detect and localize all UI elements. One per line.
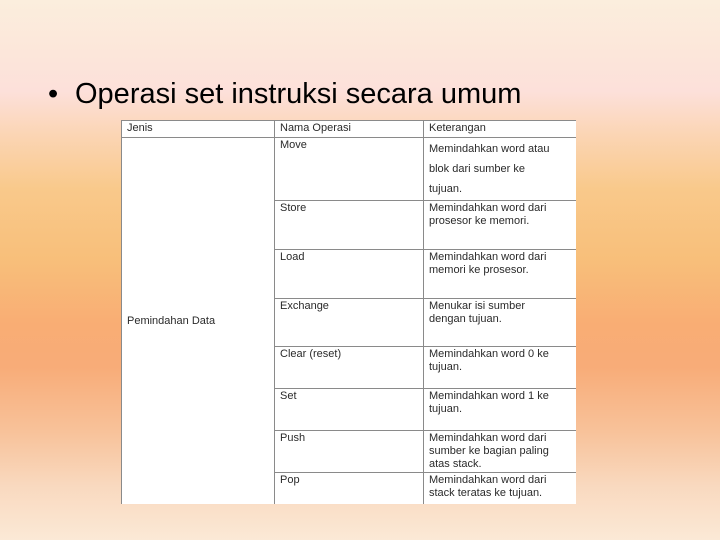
description-line: Memindahkan word dari — [429, 432, 547, 444]
operation-name: Push — [275, 431, 424, 473]
operation-description — [424, 201, 577, 250]
description-line: dengan tujuan. — [429, 313, 502, 325]
operation-description — [424, 250, 577, 299]
description-line: Memindahkan word 0 ke — [429, 348, 549, 360]
operation-description — [424, 473, 577, 505]
description-line: blok dari sumber ke — [429, 163, 525, 175]
operation-name: Move — [275, 138, 424, 201]
slide-title-text: Operasi set instruksi secara umum — [75, 78, 522, 110]
header-jenis: Jenis — [122, 121, 275, 138]
description-line: Memindahkan word dari — [429, 251, 547, 263]
table-header-row — [122, 121, 577, 138]
operation-description — [424, 431, 577, 473]
operation-name: Set — [275, 389, 424, 431]
description-line: atas stack. — [429, 458, 482, 470]
operations-table-container — [121, 120, 576, 504]
description-line: tujuan. — [429, 403, 463, 415]
description-line: memori ke prosesor. — [429, 264, 529, 276]
slide-title — [48, 78, 521, 111]
operation-description — [424, 389, 577, 431]
operation-name: Load — [275, 250, 424, 299]
description-line: prosesor ke memori. — [429, 215, 530, 227]
bullet-point: • — [48, 78, 59, 110]
operation-description — [424, 299, 577, 347]
description-line: tujuan. — [429, 361, 463, 373]
operation-name: Store — [275, 201, 424, 250]
description-line: Menukar isi sumber — [429, 300, 525, 312]
description-line: Memindahkan word dari — [429, 202, 547, 214]
description-line: sumber ke bagian paling — [429, 445, 549, 457]
header-nama-operasi: Nama Operasi — [275, 121, 424, 138]
description-line: Memindahkan word 1 ke — [429, 390, 549, 402]
header-keterangan: Keterangan — [424, 121, 577, 138]
table-row — [122, 138, 577, 201]
operation-description — [424, 347, 577, 389]
jenis-cell: Pemindahan Data — [122, 138, 275, 505]
description-line: tujuan. — [429, 183, 463, 195]
operation-name: Pop — [275, 473, 424, 505]
description-line: Memindahkan word atau — [429, 143, 550, 155]
operation-description — [424, 138, 577, 201]
operations-table — [121, 120, 576, 504]
operation-name: Clear (reset) — [275, 347, 424, 389]
description-line: stack teratas ke tujuan. — [429, 487, 543, 499]
operation-name: Exchange — [275, 299, 424, 347]
description-line: Memindahkan word dari — [429, 474, 547, 486]
